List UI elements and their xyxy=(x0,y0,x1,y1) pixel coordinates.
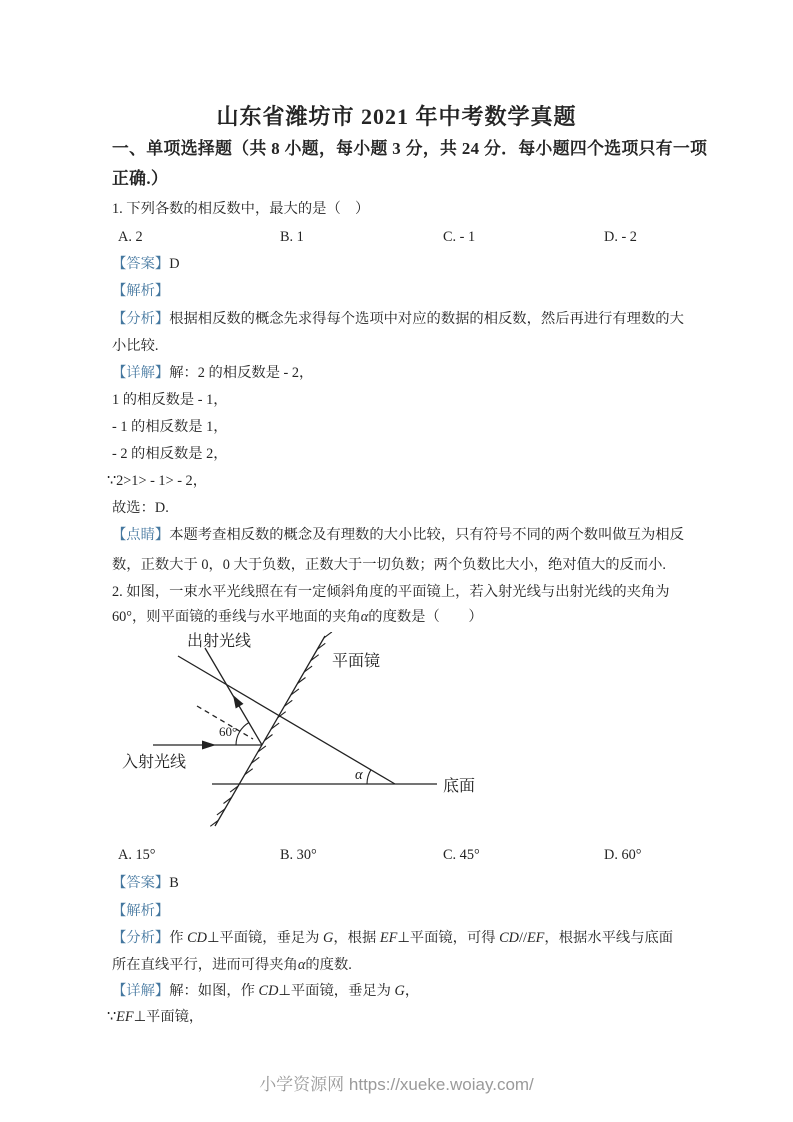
angle-alpha-arc xyxy=(367,770,371,784)
q2-option-a: A. 15° xyxy=(118,847,156,863)
q2-because-line: ∵EF⊥平面镜， xyxy=(107,1009,204,1025)
angle-60-arc xyxy=(236,723,249,746)
q2-fenxi-line2: 所在直线平行，进而可得夹角α的度数. xyxy=(112,957,352,973)
q2-jiexi-line: 【解析】 xyxy=(112,903,170,919)
q2-xiangjie-line: 【详解】解：如图，作 CD⊥平面镜，垂足为 G， xyxy=(112,983,420,999)
q2-option-b: B. 30° xyxy=(280,847,317,863)
angle-alpha-label: α xyxy=(355,767,363,783)
q2-figure xyxy=(113,632,503,837)
q1-fenxi-line2: 小比较. xyxy=(112,338,159,354)
angle-60-label: 60° xyxy=(219,724,238,739)
outgoing-ray-label: 出射光线 xyxy=(187,633,252,650)
q1-because-line: ∵2>1> - 1> - 2， xyxy=(107,473,207,489)
q1-step-line: - 2 的相反数是 2， xyxy=(112,446,228,462)
q1-conclusion-line: 故选：D. xyxy=(112,500,169,516)
q2-fenxi-line1: 【分析】作 CD⊥平面镜，垂足为 G，根据 EF⊥平面镜，可得 CD//EF，根据水平线与底面 xyxy=(112,930,674,946)
q1-options-row xyxy=(112,228,712,248)
q1-option-c: C. - 1 xyxy=(443,229,476,245)
mirror-label: 平面镜 xyxy=(332,653,381,670)
ground-label: 底面 xyxy=(443,778,476,795)
q1-stem: 1. 下列各数的相反数中，最大的是（ ） xyxy=(112,201,370,217)
q1-jiexi-line: 【解析】 xyxy=(112,283,170,299)
q2-stem-line1: 2. 如图，一束水平光线照在有一定倾斜角度的平面镜上，若入射光线与出射光线的夹角为 xyxy=(112,584,670,600)
q1-option-d: D. - 2 xyxy=(604,229,637,245)
q1-xiangjie-line: 【详解】解：2 的相反数是 - 2， xyxy=(112,365,314,381)
q2-options-row xyxy=(112,846,712,866)
reflected-ray-arrowhead xyxy=(233,695,244,709)
mirror-normal-line xyxy=(178,656,395,784)
section-heading-line2: 正确.） xyxy=(112,169,169,188)
q1-option-a: A. 2 xyxy=(118,229,143,245)
q1-dianjing-line1: 【点睛】本题考查相反数的概念及有理数的大小比较，只有符号不同的两个数叫做互为相反 xyxy=(112,527,684,543)
q1-answer-line: 【答案】D xyxy=(112,256,180,272)
q2-stem-line2: 60°，则平面镜的垂线与水平地面的夹角α的度数是（ ） xyxy=(112,609,483,625)
incident-ray-label: 入射光线 xyxy=(122,754,187,771)
q1-dianjing-line2: 数，正数大于 0，0 大于负数，正数大于一切负数；两个负数比大小，绝对值大的反而小. xyxy=(112,557,666,573)
q1-fenxi-line1: 【分析】根据相反数的概念先求得每个选项中对应的数据的相反数，然后再进行有理数的大 xyxy=(112,311,684,327)
q2-option-c: C. 45° xyxy=(443,847,480,863)
q1-option-b: B. 1 xyxy=(280,229,304,245)
q2-option-d: D. 60° xyxy=(604,847,642,863)
incident-ray-arrowhead xyxy=(202,741,216,750)
page-title: 山东省潍坊市 2021 年中考数学真题 xyxy=(216,104,577,129)
q1-step-line: - 1 的相反数是 1， xyxy=(112,419,228,435)
footer-watermark: 小学资源网 https://xueke.woiay.com/ xyxy=(259,1075,534,1094)
q2-answer-line: 【答案】B xyxy=(112,875,179,891)
section-heading-line1: 一、单项选择题（共 8 小题，每小题 3 分，共 24 分．每小题四个选项只有一项 xyxy=(112,139,708,158)
q1-step-line: 1 的相反数是 - 1， xyxy=(112,392,228,408)
